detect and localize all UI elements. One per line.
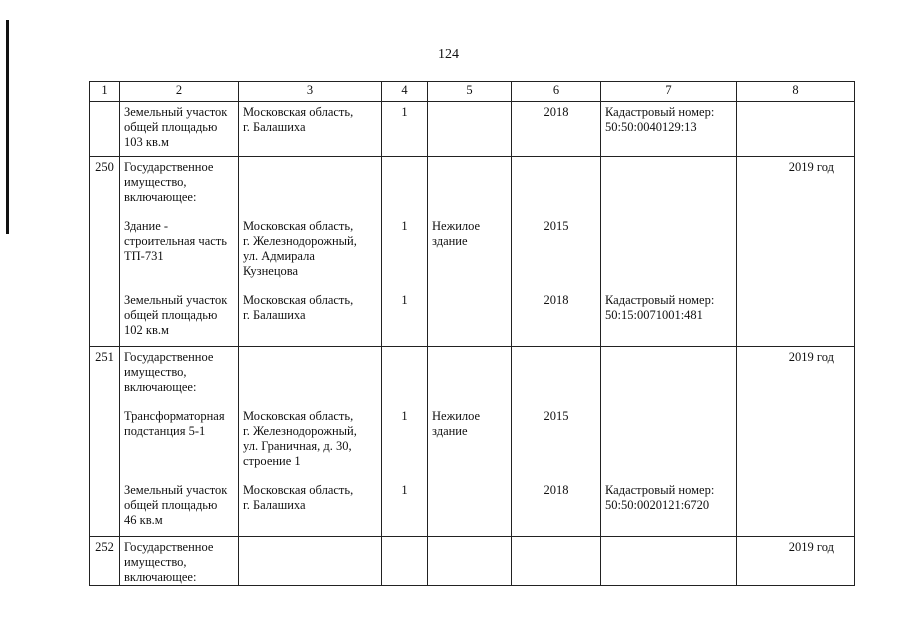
address-cell-item (243, 160, 377, 205)
purpose-cell-item: Нежилое здание (432, 409, 481, 438)
purpose-cell-item (432, 293, 507, 338)
address-cell-item: Московская область, г. Железнодорожный, ул. Граничная, д. 30, строение 1 (243, 409, 357, 468)
cadastral-cell-item (605, 540, 732, 585)
quantity-cell (382, 157, 428, 347)
column-header: 2 (120, 82, 239, 102)
object-name-cell-item: Государственное имущество, включающее: (124, 540, 214, 584)
deadline-cell (737, 347, 855, 537)
cadastral-cell-item: Кадастровый номер: 50:15:0071001:481 (605, 293, 715, 322)
object-name-cell (120, 157, 239, 347)
year-cell (512, 537, 601, 586)
year-cell-item: 2018 (543, 105, 569, 119)
address-cell-item (243, 350, 377, 395)
address-cell (239, 537, 382, 586)
quantity-cell-item: 1 (401, 219, 408, 233)
object-name-cell (120, 537, 239, 586)
year-cell (512, 157, 601, 347)
purpose-cell (428, 347, 512, 537)
quantity-cell-item (386, 160, 423, 205)
year-cell-item: 2018 (543, 293, 569, 307)
row-number: 250 (90, 157, 120, 347)
object-name-cell-item: Трансформаторная подстанция 5-1 (124, 409, 225, 438)
column-header: 8 (737, 82, 855, 102)
object-name-cell (120, 347, 239, 537)
object-name-cell-item: Земельный участок общей площадью 102 кв.м (124, 293, 228, 337)
year-cell-item (516, 350, 596, 395)
row-number: 251 (90, 347, 120, 537)
cadastral-cell (601, 157, 737, 347)
address-cell-item: Московская область, г. Железнодорожный, ул. Адмирала Кузнецова (243, 219, 357, 278)
column-header: 6 (512, 82, 601, 102)
deadline-cell (737, 102, 855, 157)
cadastral-cell (601, 537, 737, 586)
object-name-cell-item: Государственное имущество, включающее: (124, 160, 214, 204)
property-table (89, 81, 855, 586)
cadastral-cell-item (605, 409, 732, 469)
purpose-cell-item (432, 483, 507, 528)
column-header: 4 (382, 82, 428, 102)
table-row (90, 347, 855, 537)
table-header-row (90, 82, 855, 102)
deadline-text: 2019 год (788, 350, 834, 364)
purpose-cell (428, 537, 512, 586)
cadastral-cell-item (605, 219, 732, 279)
year-cell-item: 2018 (543, 483, 569, 497)
row-number (90, 102, 120, 157)
address-cell (239, 157, 382, 347)
cadastral-cell-item (605, 350, 732, 395)
object-name-cell-item: Земельный участок общей площадью 103 кв.м (124, 105, 228, 149)
address-cell-item: Московская область, г. Балашиха (243, 105, 354, 134)
cadastral-cell-item: Кадастровый номер: 50:50:0020121:6720 (605, 483, 715, 512)
row-number: 252 (90, 537, 120, 586)
deadline-text: 2019 год (788, 160, 834, 174)
year-cell (512, 347, 601, 537)
object-name-cell-item: Здание - строительная часть ТП-731 (124, 219, 227, 263)
address-cell (239, 347, 382, 537)
object-name-cell (120, 102, 239, 157)
quantity-cell-item (386, 540, 423, 585)
column-header: 1 (90, 82, 120, 102)
quantity-cell-item: 1 (401, 293, 408, 307)
purpose-cell (428, 102, 512, 157)
object-name-cell-item: Земельный участок общей площадью 46 кв.м (124, 483, 228, 527)
cadastral-cell (601, 102, 737, 157)
year-cell-item: 2015 (543, 409, 569, 423)
quantity-cell (382, 102, 428, 157)
purpose-cell-item (432, 160, 507, 205)
year-cell-item (516, 540, 596, 585)
purpose-cell-item (432, 350, 507, 395)
table-row (90, 157, 855, 347)
table-row (90, 102, 855, 157)
cadastral-cell (601, 347, 737, 537)
year-cell-item: 2015 (543, 219, 569, 233)
address-cell-item: Московская область, г. Балашиха (243, 483, 354, 512)
cadastral-cell-item (605, 160, 732, 205)
table-row (90, 537, 855, 586)
address-cell-item (243, 540, 377, 585)
column-header: 3 (239, 82, 382, 102)
column-header: 5 (428, 82, 512, 102)
quantity-cell-item: 1 (401, 105, 408, 119)
deadline-text (741, 102, 834, 105)
deadline-text: 2019 год (788, 540, 834, 554)
column-header: 7 (601, 82, 737, 102)
quantity-cell-item: 1 (401, 483, 408, 497)
deadline-cell (737, 157, 855, 347)
purpose-cell-item: Нежилое здание (432, 219, 481, 248)
purpose-cell-item (432, 105, 507, 150)
object-name-cell-item: Государственное имущество, включающее: (124, 350, 214, 394)
year-cell (512, 102, 601, 157)
quantity-cell (382, 347, 428, 537)
deadline-cell (737, 537, 855, 586)
address-cell (239, 102, 382, 157)
quantity-cell-item: 1 (401, 409, 408, 423)
address-cell-item: Московская область, г. Балашиха (243, 293, 354, 322)
quantity-cell (382, 537, 428, 586)
purpose-cell-item (432, 540, 507, 585)
purpose-cell (428, 157, 512, 347)
year-cell-item (516, 160, 596, 205)
cadastral-cell-item: Кадастровый номер: 50:50:0040129:13 (605, 105, 715, 134)
page-number: 124 (438, 47, 459, 62)
quantity-cell-item (386, 350, 423, 395)
